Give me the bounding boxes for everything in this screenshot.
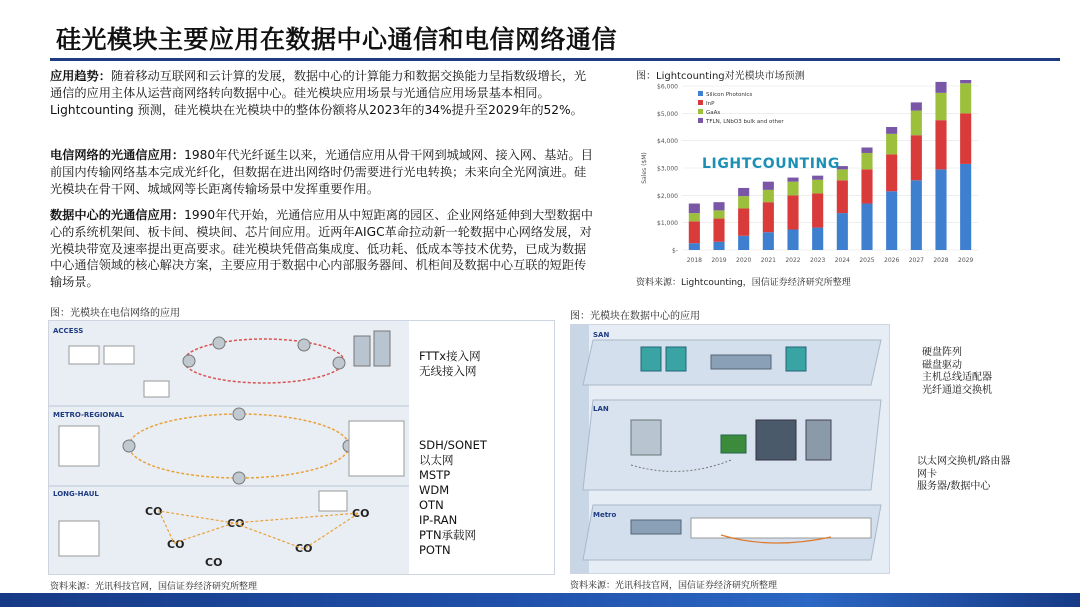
paragraph-body: 1980年代光纤诞生以来，光通信应用从骨干网到城域网、接入网、基站。目前国内传输网络基本完成光纤化，但数据在进出网络时仍需要进行光电转换；未来向全光网演进。硅光模块在骨干网、城域网等长距离传输场景中发挥重要作用。 (50, 148, 593, 196)
x-tick-label: 2028 (933, 257, 949, 264)
legend-item: PTN承载网 (419, 528, 477, 542)
paragraph-heading: 应用趋势： (50, 69, 111, 83)
figure1-source: 资料来源：光讯科技官网，国信证券经济研究所整理 (50, 582, 258, 592)
paragraph-heading: 数据中心的光通信应用： (50, 208, 185, 222)
footer-bar (0, 593, 1080, 607)
figure1-legend-transport (419, 438, 487, 558)
y-tick-label: $2,000 (657, 192, 678, 200)
legend-swatch (698, 91, 703, 96)
bar-segment (911, 135, 922, 180)
lightcounting-logo: LIGHTCOUNTING (702, 156, 840, 172)
bar-segment (713, 219, 724, 242)
bar-segment (886, 191, 897, 250)
legend-item: 主机总线适配器 (922, 372, 992, 383)
paragraph-datacenter (50, 207, 595, 291)
bar-segment (689, 204, 700, 214)
bar-segment (787, 182, 798, 196)
paragraph-body: 1990年代开始，光通信应用从中短距离的园区、企业网络延伸到大型数据中心的系统机架间、板卡间、模块间、芯片间应用。近两年AIGC革命拉动新一轮数据中心网络发展，对光模块带宽及速率提出更高要求。硅光模块凭借高集成度、低功耗、低成本等技术优势，已成为数据中心通信领域的核心解决方案，主要应用于数据中心内部服务器间、机柜间及数据中心互联的短距传输场景。 (50, 208, 593, 290)
x-tick-label: 2018 (686, 257, 702, 264)
bar-segment (713, 242, 724, 250)
legend-item: MSTP (419, 468, 451, 482)
legend-item: SDH/SONET (419, 438, 487, 452)
zone-lan: LAN (593, 405, 609, 413)
datacenter-network-diagram (570, 324, 890, 574)
chart-source: 资料来源：Lightcounting，国信证券经济研究所整理 (636, 278, 851, 288)
bar-segment (960, 113, 971, 164)
legend-item: 磁盘驱动 (922, 359, 962, 371)
legend-label: GaAs (706, 110, 721, 116)
paragraph-telecom (50, 147, 595, 197)
paragraph-application-trend (50, 68, 595, 118)
bar-segment (886, 134, 897, 155)
legend-item: 网卡 (917, 468, 937, 480)
y-tick-label: $5,000 (657, 110, 678, 118)
bar-segment (738, 196, 749, 208)
co-node: CO (352, 507, 370, 520)
legend-item: 以太网交换机/路由器 (917, 456, 1011, 467)
bar-segment (935, 169, 946, 250)
bar-segment (763, 190, 774, 202)
zone-metro: METRO-REGIONAL (53, 411, 125, 419)
bar-segment (812, 180, 823, 194)
x-tick-label: 2023 (810, 257, 826, 264)
figure2-source: 资料来源：光讯科技官网，国信证券经济研究所整理 (570, 581, 778, 591)
legend-label: TFLN, LNbO3 bulk and other (706, 119, 784, 125)
co-node: CO (167, 538, 185, 551)
legend-swatch (698, 109, 703, 114)
datacenter-diagram-svg (571, 325, 890, 574)
bar-segment (861, 169, 872, 203)
telecom-network-diagram (48, 320, 555, 575)
legend-item: OTN (419, 498, 444, 512)
bar-segment (935, 120, 946, 169)
bar-segment (960, 164, 971, 250)
bar-segment (935, 93, 946, 120)
bar-segment (911, 180, 922, 250)
legend-item: POTN (419, 543, 451, 557)
legend-item: 以太网 (419, 453, 454, 467)
legend-item: 服务器/数据中心 (917, 481, 991, 492)
legend-label: InP (706, 101, 715, 107)
bar-segment (911, 111, 922, 136)
bar-segment (763, 232, 774, 250)
bar-segment (787, 230, 798, 251)
legend-swatch (698, 100, 703, 105)
legend-item: 光纤通道交换机 (922, 384, 992, 396)
bar-segment (763, 182, 774, 190)
legend-item: WDM (419, 483, 450, 497)
zone-longhaul: LONG-HAUL (53, 490, 99, 498)
bar-segment (812, 228, 823, 250)
x-tick-label: 2025 (859, 257, 875, 264)
x-tick-label: 2024 (834, 257, 850, 264)
paragraph-body: 随着移动互联网和云计算的发展，数据中心的计算能力和数据交换能力呈指数级增长，光通信的应用主体从运营商网络转向数据中心。硅光模块应用场景与光通信应用场景基本相同。Lightcounting 预测，硅光模块在光模块中的整体份额将从2023年的34%提升至2029年的52%。 (50, 69, 587, 117)
figure2-caption: 图：光模块在数据中心的应用 (570, 311, 700, 322)
bar-segment (812, 193, 823, 227)
co-node: CO (295, 542, 313, 555)
x-tick-label: 2027 (908, 257, 924, 264)
bar-segment (935, 82, 946, 93)
title-underline (50, 58, 1060, 61)
legend-swatch (698, 118, 703, 123)
page-title: 硅光模块主要应用在数据中心通信和电信网络通信 (56, 25, 618, 54)
x-tick-label: 2026 (884, 257, 900, 264)
bar-segment (861, 148, 872, 153)
x-tick-label: 2022 (785, 257, 801, 264)
zone-access: ACCESS (53, 327, 84, 335)
co-node: CO (205, 556, 223, 569)
y-tick-label: $3,000 (657, 165, 678, 173)
figure2-legend-lan (917, 456, 1010, 494)
chart-svg (636, 80, 986, 270)
zone-metro: Metro (593, 511, 617, 519)
legend-item: FTTx接入网 (419, 349, 481, 363)
bar-segment (689, 243, 700, 250)
figure2-legend-san (922, 347, 992, 397)
figure1-legend-access (419, 349, 481, 379)
bar-segment (960, 80, 971, 83)
bar-segment (837, 213, 848, 250)
legend-item: 无线接入网 (419, 364, 477, 378)
x-tick-label: 2020 (736, 257, 752, 264)
zone-san: SAN (593, 331, 610, 339)
bar-segment (689, 221, 700, 243)
bar-segment (787, 178, 798, 182)
bar-segment (738, 208, 749, 235)
bar-segment (713, 202, 724, 210)
y-axis-label: Sales ($M) (641, 152, 648, 184)
x-tick-label: 2021 (760, 257, 776, 264)
bar-segment (812, 176, 823, 180)
bar-segment (689, 213, 700, 221)
bar-segment (886, 154, 897, 191)
bar-segment (738, 188, 749, 196)
market-forecast-chart (636, 80, 986, 270)
bar-segment (960, 83, 971, 113)
bar-segment (713, 210, 724, 218)
x-tick-label: 2019 (711, 257, 727, 264)
x-tick-label: 2029 (958, 257, 974, 264)
y-tick-label: $6,000 (657, 83, 678, 91)
bar-segment (787, 195, 798, 229)
co-node: CO (227, 517, 245, 530)
y-tick-label: $- (672, 247, 678, 255)
y-tick-label: $1,000 (657, 220, 678, 228)
figure1-caption: 图：光模块在电信网络的应用 (50, 308, 180, 319)
legend-item: IP-RAN (419, 513, 458, 527)
bar-segment (911, 102, 922, 110)
paragraph-heading: 电信网络的光通信应用： (50, 148, 185, 162)
bar-segment (861, 153, 872, 169)
bar-segment (861, 204, 872, 250)
legend-item: 硬盘阵列 (922, 347, 962, 358)
bar-segment (738, 236, 749, 250)
bar-segment (837, 180, 848, 213)
bar-segment (886, 127, 897, 134)
bar-segment (763, 202, 774, 232)
co-node: CO (145, 505, 163, 518)
chart-caption: 图：Lightcounting对光模块市场预测 (636, 71, 805, 82)
legend-label: Silicon Photonics (706, 92, 753, 98)
y-tick-label: $4,000 (657, 138, 678, 146)
